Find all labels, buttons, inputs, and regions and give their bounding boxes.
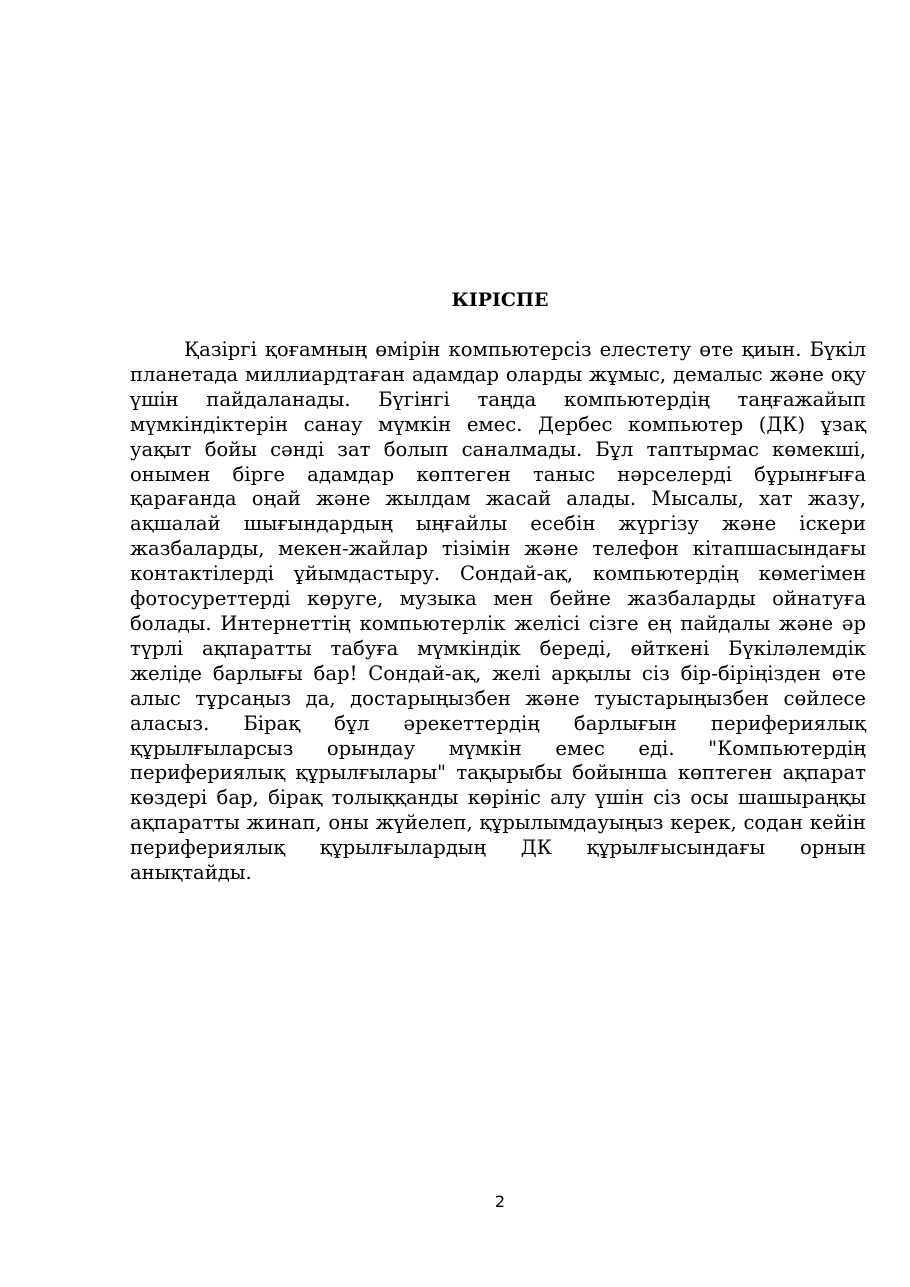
body-paragraph: Қазіргі қоғамның өмірін компьютерсіз елестету өте қиын. Бүкіл планетада миллиардтаған адамдар оларды жұмыс, демалыс және оқу үшін пайдаланады. Бүгінгі таңда компьютердің таңғажайып мүмкіндіктерін санау мүмкін емес. Дербес компьютер (ДК) ұзақ уақыт бойы сәнді зат болып саналмады. Бұл таптырмас көмекші, онымен бірге адамдар көптеген таныс нәрселерді бұрынғыға қарағанда оңай және жылдам жасай алады. Мысалы, хат жазу, ақшалай шығындардың ыңғайлы есебін жүргізу және іскери жазбаларды, мекен-жайлар тізімін және телефон кітапшасындағы контактілерді ұйымдастыру. Сондай-ақ, компьютердің көмегімен фотосуреттерді көруге, музыка мен бейне жазбаларды ойнатуға болады. Интернеттің компьютерлік желісі сізге ең пайдалы және әр түрлі ақпаратты табуға мүмкіндік береді, өйткені Бүкіләлемдік желіде барлығы бар! Сондай-ақ, желі арқылы сіз бір-біріңізден өте алыс тұрсаңыз да, достарыңызбен және туыстарыңызбен сөйлесе аласыз. Бірақ бұл әрекеттердің барлығын перифериялық құрылғыларсыз орындау мүмкін емес еді. "Компьютердің перифериялық құрылғылары" тақырыбы бойынша көптеген ақпарат көздері бар, бірақ толыққанды көрініс алу үшін сіз осы шашыраңқы ақпаратты жинап, оны жүйелеп, құрылымдауыңыз керек, содан кейін перифериялық құрылғылардың ДК құрылғысындағы орнын анықтайды. xyxy=(130,338,866,885)
section-heading: КІРІСПЕ xyxy=(451,289,549,311)
page-number: 2 xyxy=(494,1192,506,1211)
